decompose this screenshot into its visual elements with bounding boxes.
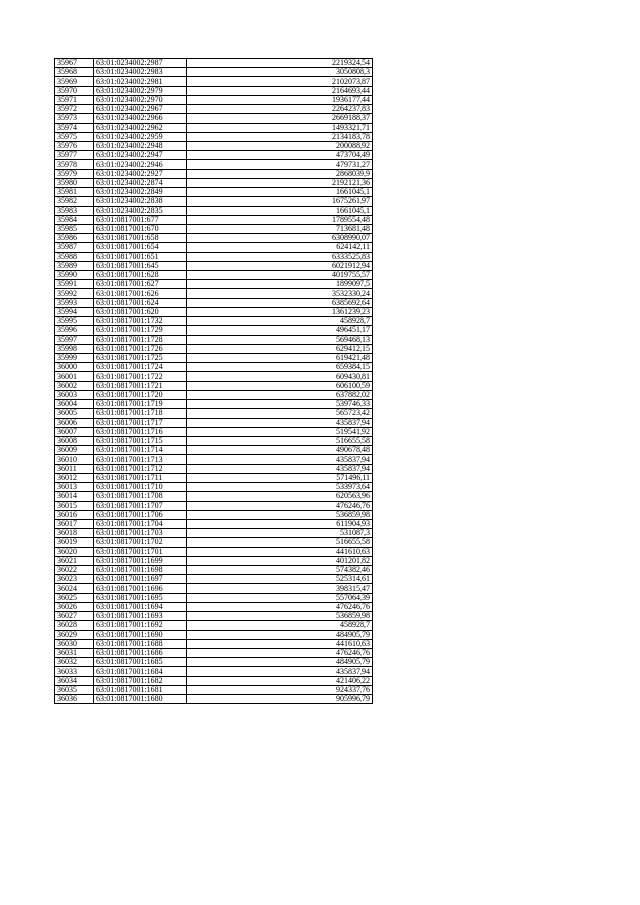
cadastral-number-cell: 63:01:0817001:1715: [94, 436, 187, 445]
table-row: [55, 344, 373, 353]
cadastral-number-cell: 63:01:0817001:1711: [94, 473, 187, 482]
table-body: [55, 59, 373, 704]
row-number-cell: 35975: [55, 132, 94, 141]
cadastral-number-cell: 63:01:0817001:1686: [94, 649, 187, 658]
row-number-cell: 36001: [55, 372, 94, 381]
row-number-cell: 35997: [55, 335, 94, 344]
table-row: [55, 529, 373, 538]
table-row: [55, 215, 373, 224]
cadastral-number-cell: 63:01:0817001:1720: [94, 390, 187, 399]
table-row: [55, 390, 373, 399]
cadastral-number-cell: 63:01:0817001:654: [94, 243, 187, 252]
cadastral-number-cell: 63:01:0234002:2966: [94, 114, 187, 123]
table-row: [55, 335, 373, 344]
table-row: [55, 501, 373, 510]
cadastral-number-cell: 63:01:0234002:2981: [94, 77, 187, 86]
value-cell: 2669188,37: [187, 114, 373, 123]
value-cell: 905996,79: [187, 695, 373, 704]
value-cell: 539746,33: [187, 400, 373, 409]
value-cell: 574382,46: [187, 566, 373, 575]
row-number-cell: 36035: [55, 685, 94, 694]
table-row: [55, 483, 373, 492]
row-number-cell: 35988: [55, 252, 94, 261]
cadastral-number-cell: 63:01:0234002:2948: [94, 141, 187, 150]
value-cell: 2219324,54: [187, 59, 373, 68]
table-row: [55, 409, 373, 418]
cadastral-number-cell: 63:01:0817001:1718: [94, 409, 187, 418]
cadastral-number-cell: 63:01:0817001:1688: [94, 639, 187, 648]
value-cell: 536859,98: [187, 510, 373, 519]
value-cell: 490678,48: [187, 446, 373, 455]
table-row: [55, 676, 373, 685]
table-row: [55, 307, 373, 316]
table-row: [55, 418, 373, 427]
table-row: [55, 114, 373, 123]
table-row: [55, 473, 373, 482]
table-row: [55, 252, 373, 261]
table-row: [55, 667, 373, 676]
cadastral-number-cell: 63:01:0817001:1682: [94, 676, 187, 685]
row-number-cell: 35979: [55, 169, 94, 178]
row-number-cell: 36025: [55, 593, 94, 602]
table-row: [55, 317, 373, 326]
value-cell: 1661045,1: [187, 188, 373, 197]
row-number-cell: 36014: [55, 492, 94, 501]
row-number-cell: 36002: [55, 381, 94, 390]
row-number-cell: 35978: [55, 160, 94, 169]
table-row: [55, 510, 373, 519]
cadastral-number-cell: 63:01:0817001:1706: [94, 510, 187, 519]
cadastral-number-cell: 63:01:0817001:628: [94, 271, 187, 280]
value-cell: 1661045,1: [187, 206, 373, 215]
row-number-cell: 35970: [55, 86, 94, 95]
row-number-cell: 36000: [55, 363, 94, 372]
table-row: [55, 685, 373, 694]
cadastral-number-cell: 63:01:0817001:670: [94, 224, 187, 233]
cadastral-number-cell: 63:01:0817001:677: [94, 215, 187, 224]
table-row: [55, 86, 373, 95]
cadastral-number-cell: 63:01:0817001:1724: [94, 363, 187, 372]
spreadsheet-page: [54, 58, 373, 704]
cadastral-number-cell: 63:01:0234002:2947: [94, 151, 187, 160]
row-number-cell: 36031: [55, 649, 94, 658]
table-row: [55, 556, 373, 565]
cadastral-number-cell: 63:01:0234002:2946: [94, 160, 187, 169]
cadastral-number-cell: 63:01:0234002:2962: [94, 123, 187, 132]
cadastral-number-cell: 63:01:0817001:645: [94, 261, 187, 270]
value-cell: 458928,7: [187, 621, 373, 630]
value-cell: 533973,64: [187, 483, 373, 492]
cadastral-number-cell: 63:01:0817001:1729: [94, 326, 187, 335]
row-number-cell: 35986: [55, 234, 94, 243]
row-number-cell: 35983: [55, 206, 94, 215]
table-row: [55, 151, 373, 160]
value-cell: 6385692,64: [187, 298, 373, 307]
value-cell: 536859,98: [187, 612, 373, 621]
value-cell: 441610,63: [187, 639, 373, 648]
table-row: [55, 436, 373, 445]
row-number-cell: 36034: [55, 676, 94, 685]
row-number-cell: 36013: [55, 483, 94, 492]
row-number-cell: 36017: [55, 519, 94, 528]
cadastral-number-cell: 63:01:0817001:1699: [94, 556, 187, 565]
row-number-cell: 35972: [55, 105, 94, 114]
table-row: [55, 658, 373, 667]
cadastral-number-cell: 63:01:0817001:1693: [94, 612, 187, 621]
value-cell: 496451,17: [187, 326, 373, 335]
cadastral-number-cell: 63:01:0817001:620: [94, 307, 187, 316]
value-cell: 458928,7: [187, 317, 373, 326]
cadastral-number-cell: 63:01:0817001:1717: [94, 418, 187, 427]
cadastral-number-cell: 63:01:0234002:2927: [94, 169, 187, 178]
value-cell: 6308990,07: [187, 234, 373, 243]
value-cell: 476246,76: [187, 649, 373, 658]
table-row: [55, 68, 373, 77]
row-number-cell: 36022: [55, 566, 94, 575]
value-cell: 1361239,23: [187, 307, 373, 316]
row-number-cell: 35968: [55, 68, 94, 77]
value-cell: 401201,82: [187, 556, 373, 565]
row-number-cell: 35987: [55, 243, 94, 252]
row-number-cell: 35992: [55, 289, 94, 298]
row-number-cell: 36030: [55, 639, 94, 648]
value-cell: 609430,81: [187, 372, 373, 381]
table-row: [55, 95, 373, 104]
table-row: [55, 492, 373, 501]
value-cell: 484905,79: [187, 658, 373, 667]
row-number-cell: 36018: [55, 529, 94, 538]
row-number-cell: 36008: [55, 436, 94, 445]
cadastral-number-cell: 63:01:0817001:1685: [94, 658, 187, 667]
row-number-cell: 36027: [55, 612, 94, 621]
value-cell: 1675261,97: [187, 197, 373, 206]
row-number-cell: 35993: [55, 298, 94, 307]
table-row: [55, 123, 373, 132]
cadastral-number-cell: 63:01:0817001:1716: [94, 427, 187, 436]
cadastral-number-cell: 63:01:0817001:627: [94, 280, 187, 289]
row-number-cell: 36005: [55, 409, 94, 418]
value-cell: 476246,76: [187, 501, 373, 510]
value-cell: 637882,02: [187, 390, 373, 399]
table-row: [55, 234, 373, 243]
cadastral-number-cell: 63:01:0817001:1703: [94, 529, 187, 538]
cadastral-number-cell: 63:01:0817001:1707: [94, 501, 187, 510]
cadastral-number-cell: 63:01:0817001:1713: [94, 455, 187, 464]
row-number-cell: 35981: [55, 188, 94, 197]
value-cell: 2868039,9: [187, 169, 373, 178]
value-cell: 629412,15: [187, 344, 373, 353]
row-number-cell: 35994: [55, 307, 94, 316]
row-number-cell: 36029: [55, 630, 94, 639]
cadastral-number-cell: 63:01:0817001:1704: [94, 519, 187, 528]
table-row: [55, 354, 373, 363]
row-number-cell: 36009: [55, 446, 94, 455]
row-number-cell: 35984: [55, 215, 94, 224]
value-cell: 606100,59: [187, 381, 373, 390]
table-row: [55, 224, 373, 233]
row-number-cell: 35971: [55, 95, 94, 104]
cadastral-number-cell: 63:01:0817001:1698: [94, 566, 187, 575]
cadastral-number-cell: 63:01:0817001:1721: [94, 381, 187, 390]
value-cell: 398315,47: [187, 584, 373, 593]
row-number-cell: 36016: [55, 510, 94, 519]
value-cell: 435837,94: [187, 455, 373, 464]
row-number-cell: 35973: [55, 114, 94, 123]
row-number-cell: 36015: [55, 501, 94, 510]
row-number-cell: 35977: [55, 151, 94, 160]
table-row: [55, 639, 373, 648]
row-number-cell: 35980: [55, 178, 94, 187]
row-number-cell: 36023: [55, 575, 94, 584]
value-cell: 611904,93: [187, 519, 373, 528]
value-cell: 525314,61: [187, 575, 373, 584]
table-row: [55, 160, 373, 169]
table-row: [55, 547, 373, 556]
cadastral-number-cell: 63:01:0817001:1701: [94, 547, 187, 556]
table-row: [55, 188, 373, 197]
value-cell: 435837,94: [187, 667, 373, 676]
table-row: [55, 464, 373, 473]
value-cell: 484905,79: [187, 630, 373, 639]
value-cell: 435837,94: [187, 464, 373, 473]
value-cell: 557064,39: [187, 593, 373, 602]
value-cell: 519541,92: [187, 427, 373, 436]
cadastral-number-cell: 63:01:0817001:1695: [94, 593, 187, 602]
cadastral-number-cell: 63:01:0817001:1681: [94, 685, 187, 694]
row-number-cell: 36020: [55, 547, 94, 556]
value-cell: 569468,13: [187, 335, 373, 344]
cadastral-number-cell: 63:01:0817001:658: [94, 234, 187, 243]
value-cell: 1493321,71: [187, 123, 373, 132]
table-row: [55, 575, 373, 584]
cadastral-value-table: [54, 58, 373, 704]
table-row: [55, 243, 373, 252]
value-cell: 1899097,5: [187, 280, 373, 289]
value-cell: 435837,94: [187, 418, 373, 427]
table-row: [55, 59, 373, 68]
value-cell: 624142,11: [187, 243, 373, 252]
cadastral-number-cell: 63:01:0234002:2838: [94, 197, 187, 206]
row-number-cell: 36007: [55, 427, 94, 436]
cadastral-number-cell: 63:01:0234002:2849: [94, 188, 187, 197]
cadastral-number-cell: 63:01:0234002:2983: [94, 68, 187, 77]
value-cell: 200088,92: [187, 141, 373, 150]
cadastral-number-cell: 63:01:0234002:2959: [94, 132, 187, 141]
value-cell: 6333525,83: [187, 252, 373, 261]
cadastral-number-cell: 63:01:0234002:2835: [94, 206, 187, 215]
row-number-cell: 35999: [55, 354, 94, 363]
table-row: [55, 77, 373, 86]
cadastral-number-cell: 63:01:0234002:2970: [94, 95, 187, 104]
table-row: [55, 519, 373, 528]
cadastral-number-cell: 63:01:0817001:1690: [94, 630, 187, 639]
cadastral-number-cell: 63:01:0817001:1732: [94, 317, 187, 326]
table-row: [55, 271, 373, 280]
cadastral-number-cell: 63:01:0817001:1680: [94, 695, 187, 704]
value-cell: 4019755,57: [187, 271, 373, 280]
cadastral-number-cell: 63:01:0234002:2967: [94, 105, 187, 114]
value-cell: 713681,48: [187, 224, 373, 233]
row-number-cell: 35990: [55, 271, 94, 280]
table-row: [55, 602, 373, 611]
value-cell: 421406,22: [187, 676, 373, 685]
table-row: [55, 593, 373, 602]
table-row: [55, 695, 373, 704]
cadastral-number-cell: 63:01:0817001:1684: [94, 667, 187, 676]
value-cell: 479731,27: [187, 160, 373, 169]
table-row: [55, 566, 373, 575]
table-row: [55, 612, 373, 621]
value-cell: 2264237,83: [187, 105, 373, 114]
table-row: [55, 280, 373, 289]
cadastral-number-cell: 63:01:0817001:624: [94, 298, 187, 307]
value-cell: 571496,11: [187, 473, 373, 482]
row-number-cell: 36011: [55, 464, 94, 473]
cadastral-number-cell: 63:01:0817001:626: [94, 289, 187, 298]
table-row: [55, 289, 373, 298]
value-cell: 516655,58: [187, 436, 373, 445]
value-cell: 473704,49: [187, 151, 373, 160]
cadastral-number-cell: 63:01:0817001:1726: [94, 344, 187, 353]
cadastral-number-cell: 63:01:0817001:1710: [94, 483, 187, 492]
cadastral-number-cell: 63:01:0234002:2874: [94, 178, 187, 187]
value-cell: 441610,63: [187, 547, 373, 556]
table-row: [55, 446, 373, 455]
value-cell: 565723,42: [187, 409, 373, 418]
value-cell: 659384,15: [187, 363, 373, 372]
value-cell: 2192121,36: [187, 178, 373, 187]
cadastral-number-cell: 63:01:0817001:1725: [94, 354, 187, 363]
row-number-cell: 35976: [55, 141, 94, 150]
table-row: [55, 621, 373, 630]
row-number-cell: 35991: [55, 280, 94, 289]
table-row: [55, 538, 373, 547]
row-number-cell: 36019: [55, 538, 94, 547]
table-row: [55, 105, 373, 114]
cadastral-number-cell: 63:01:0234002:2987: [94, 59, 187, 68]
cadastral-number-cell: 63:01:0817001:651: [94, 252, 187, 261]
table-row: [55, 169, 373, 178]
table-row: [55, 584, 373, 593]
value-cell: 476246,76: [187, 602, 373, 611]
cadastral-number-cell: 63:01:0817001:1708: [94, 492, 187, 501]
value-cell: 3050808,3: [187, 68, 373, 77]
row-number-cell: 36032: [55, 658, 94, 667]
row-number-cell: 36004: [55, 400, 94, 409]
cadastral-number-cell: 63:01:0817001:1692: [94, 621, 187, 630]
row-number-cell: 36028: [55, 621, 94, 630]
table-row: [55, 400, 373, 409]
value-cell: 619421,48: [187, 354, 373, 363]
row-number-cell: 36033: [55, 667, 94, 676]
value-cell: 620563,96: [187, 492, 373, 501]
value-cell: 531087,3: [187, 529, 373, 538]
cadastral-number-cell: 63:01:0817001:1697: [94, 575, 187, 584]
row-number-cell: 35989: [55, 261, 94, 270]
row-number-cell: 36012: [55, 473, 94, 482]
value-cell: 2102073,87: [187, 77, 373, 86]
table-row: [55, 206, 373, 215]
row-number-cell: 35967: [55, 59, 94, 68]
cadastral-number-cell: 63:01:0817001:1696: [94, 584, 187, 593]
row-number-cell: 35982: [55, 197, 94, 206]
value-cell: 2134183,78: [187, 132, 373, 141]
table-row: [55, 372, 373, 381]
value-cell: 3532330,24: [187, 289, 373, 298]
value-cell: 924337,76: [187, 685, 373, 694]
row-number-cell: 35998: [55, 344, 94, 353]
cadastral-number-cell: 63:01:0817001:1712: [94, 464, 187, 473]
value-cell: 1789554,48: [187, 215, 373, 224]
table-row: [55, 298, 373, 307]
value-cell: 6021912,94: [187, 261, 373, 270]
cadastral-number-cell: 63:01:0817001:1702: [94, 538, 187, 547]
table-row: [55, 132, 373, 141]
table-row: [55, 141, 373, 150]
table-row: [55, 326, 373, 335]
table-row: [55, 363, 373, 372]
row-number-cell: 36010: [55, 455, 94, 464]
cadastral-number-cell: 63:01:0234002:2979: [94, 86, 187, 95]
cadastral-number-cell: 63:01:0817001:1714: [94, 446, 187, 455]
row-number-cell: 35996: [55, 326, 94, 335]
row-number-cell: 35974: [55, 123, 94, 132]
table-row: [55, 630, 373, 639]
row-number-cell: 36021: [55, 556, 94, 565]
table-row: [55, 649, 373, 658]
cadastral-number-cell: 63:01:0817001:1719: [94, 400, 187, 409]
value-cell: 2164693,44: [187, 86, 373, 95]
cadastral-number-cell: 63:01:0817001:1728: [94, 335, 187, 344]
table-row: [55, 197, 373, 206]
table-row: [55, 261, 373, 270]
cadastral-number-cell: 63:01:0817001:1694: [94, 602, 187, 611]
cadastral-number-cell: 63:01:0817001:1722: [94, 372, 187, 381]
table-row: [55, 427, 373, 436]
table-row: [55, 381, 373, 390]
row-number-cell: 36006: [55, 418, 94, 427]
table-row: [55, 455, 373, 464]
row-number-cell: 36003: [55, 390, 94, 399]
row-number-cell: 36024: [55, 584, 94, 593]
row-number-cell: 36026: [55, 602, 94, 611]
value-cell: 1936177,44: [187, 95, 373, 104]
value-cell: 516655,58: [187, 538, 373, 547]
row-number-cell: 35969: [55, 77, 94, 86]
row-number-cell: 35985: [55, 224, 94, 233]
table-row: [55, 178, 373, 187]
row-number-cell: 36036: [55, 695, 94, 704]
row-number-cell: 35995: [55, 317, 94, 326]
